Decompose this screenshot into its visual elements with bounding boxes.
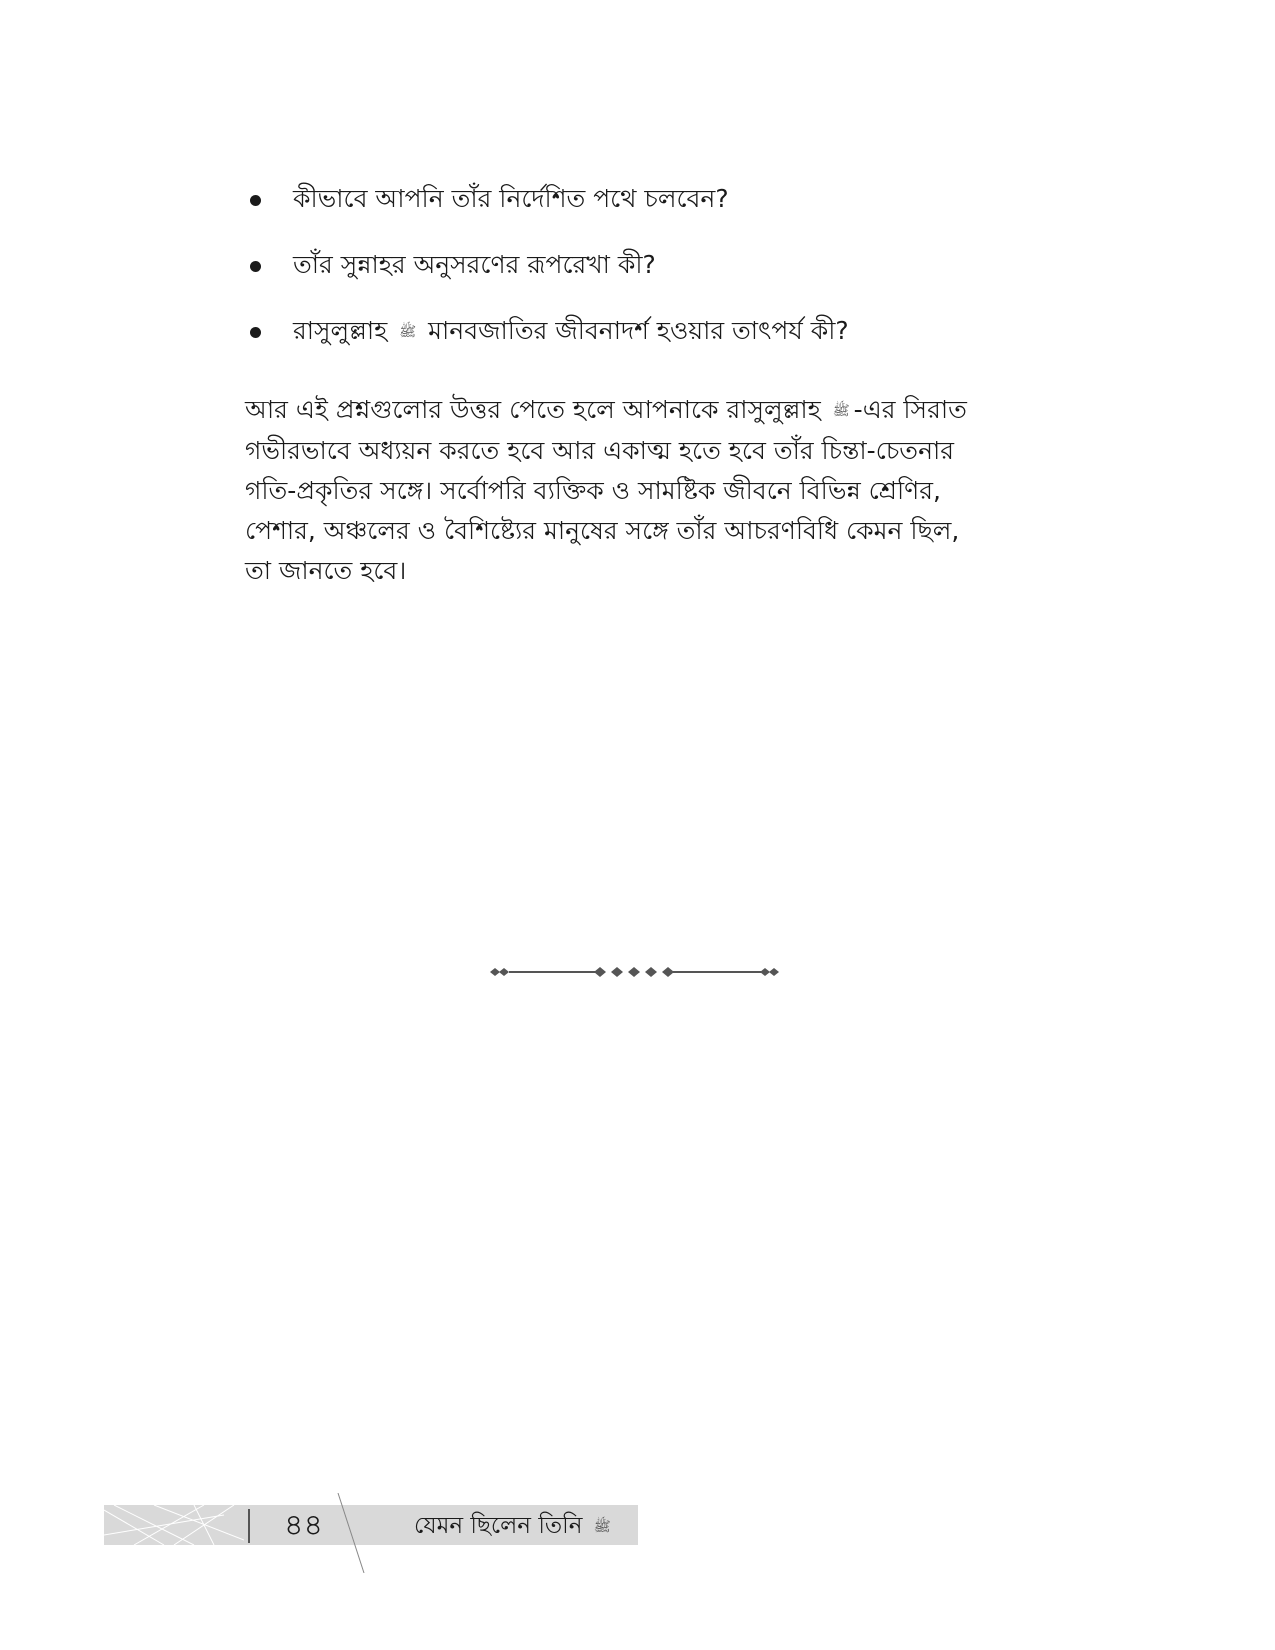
bullet-list xyxy=(245,180,1025,378)
bullet-dot-icon xyxy=(250,195,261,206)
paragraph-line: পেশার, অঞ্চলের ও বৈশিষ্ট্যের মানুষের সঙ্গে তাঁর আচরণবিধি কেমন ছিল, xyxy=(245,516,960,545)
bullet-text: রাসুলুল্লাহ xyxy=(293,316,388,345)
paragraph-text: -এর সিরাত xyxy=(853,395,967,424)
bullet-text: তাঁর সুন্নাহর অনুসরণের রূপরেখা কী? xyxy=(293,250,656,279)
honorific-symbol: ﷺ xyxy=(399,324,417,340)
paragraph-line xyxy=(245,390,1025,431)
page-number: ৪৪ xyxy=(284,1508,323,1543)
paragraph-line: তা জানতে হবে। xyxy=(245,556,407,585)
bullet-text: কীভাবে আপনি তাঁর নির্দেশিত পথে চলবেন? xyxy=(293,184,729,213)
bullet-item xyxy=(245,312,1025,350)
footer-divider xyxy=(248,1509,250,1543)
bullet-dot-icon xyxy=(250,261,261,272)
footer-line-pattern-icon xyxy=(104,1505,244,1545)
bullet-item xyxy=(245,180,1025,218)
body-paragraph xyxy=(245,390,1025,591)
running-title-text: যেমন ছিলেন তিনি xyxy=(414,1513,583,1539)
bullet-dot-icon xyxy=(250,327,261,338)
honorific-symbol: ﷺ xyxy=(593,1518,611,1535)
bullet-text: মানবজাতির জীবনাদর্শ হওয়ার তাৎপর্য কী? xyxy=(428,316,849,345)
honorific-symbol: ﷺ xyxy=(832,403,850,419)
bullet-item xyxy=(245,246,1025,284)
paragraph-line: গভীরভাবে অধ্যয়ন করতে হবে আর একাত্ম হতে হবে তাঁর চিন্তা-চেতনার xyxy=(245,436,954,465)
paragraph-line: গতি-প্রকৃতির সঙ্গে। সর্বোপরি ব্যক্তিক ও সামষ্টিক জীবনে বিভিন্ন শ্রেণির, xyxy=(245,476,941,505)
paragraph-text: আর এই প্রশ্নগুলোর উত্তর পেতে হলে আপনাকে রাসুলুল্লাহ xyxy=(245,395,821,424)
page-footer xyxy=(104,1505,638,1549)
footer-slash-icon xyxy=(334,1493,374,1573)
running-title xyxy=(414,1509,615,1544)
ornament-divider-icon xyxy=(490,963,780,981)
